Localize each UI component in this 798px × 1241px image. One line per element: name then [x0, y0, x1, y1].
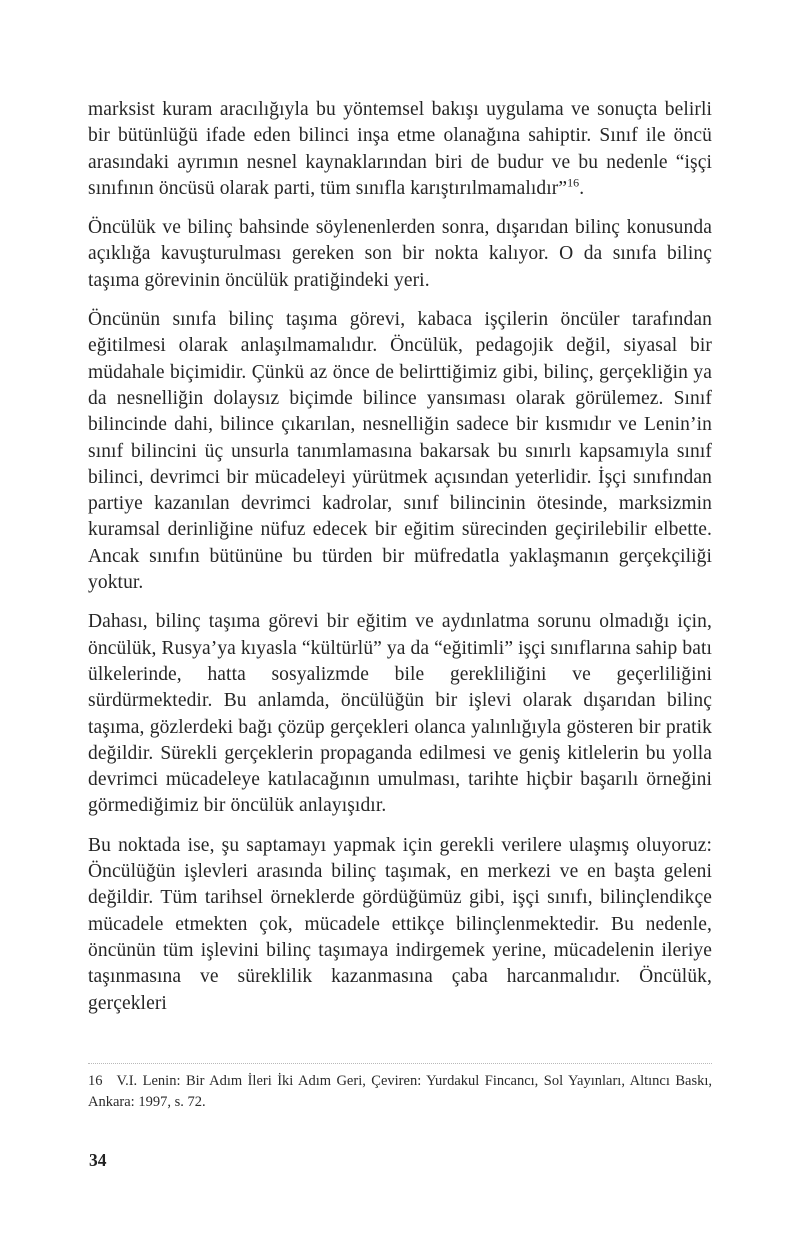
- page-number: 34: [89, 1150, 107, 1170]
- footnote-separator: [88, 1063, 712, 1064]
- paragraph-1-text: marksist kuram aracılığıyla bu yöntemsel bakışı uygulama ve sonuçta belirli bir bütünlüğü ifade eden bilinci inşa etme olanağına sahiptir. Sınıf ile öncü arasındaki ayrımın nesnel kaynaklarından biri de budur ve bu nedenle “işçi sınıfının öncüsü olarak parti, tüm sınıfla karıştırılmamalıdır”: [88, 99, 712, 199]
- body-text: [88, 97, 712, 1030]
- footnote-area: [88, 1063, 712, 1112]
- paragraph-2: Öncülük ve bilinç bahsinde söylenenlerden sonra, dışarıdan bilinç konusunda açıklığa kavuşturulması gereken son bir nokta kalıyor. O da sınıfa bilinç taşıma görevinin öncülük pratiğindeki yeri.: [88, 217, 712, 291]
- paragraph-3: Öncünün sınıfa bilinç taşıma görevi, kabaca işçilerin öncüler tarafından eğitilmesi olarak anlaşılmamalıdır. Öncülük, pedagojik değil, siyasal bir müdahale biçimidir. Çünkü az önce de belirttiğimiz gibi, bilinç, gerçekliğin ya da nesnelliğin dolaysız biçimde bilince yansıması olarak görülemez. Sınıf bilincinde dahi, bilince çıkarılan, nesnelliğin sadece bir kısmıdır ve Lenin’in sınıf bilincini üç unsurla tanımlamasına bakarsak bu sınırlı kapsamıyla sınıf bilinci, devrimci bir mücadeleyi yürütmek açısından yeterlidir. İşçi sınıfından partiye kazanılan devrimci kadrolar, sınıf bilincinin ötesinde, marksizmin kuramsal derinliğine nüfuz edecek bir eğitim sürecinden geçirilebilir elbette. Ancak sınıfın bütününe bu türden bir müfredatla yaklaşmanın gerçekçiliği yoktur.: [88, 309, 712, 594]
- paragraph-1-end: .: [579, 177, 585, 199]
- footnote-reference: 16: [567, 175, 580, 190]
- paragraph-1: [88, 97, 712, 202]
- paragraph-5: Bu noktada ise, şu saptamayı yapmak için gerekli verilere ulaşmış oluyoruz: Öncülüğün işlevleri arasında bilinç taşımak, en merkezi ve en başta geleni değildir. Tüm tarihsel örneklerde gördüğümüz gibi, işçi sınıfı, bilinçlendikçe mücadele etmekten çok, mücadele ettikçe bilinçlenmektedir. Bu nedenle, öncünün tüm işlevini bilinç taşımaya indirgemek yerine, mücadelenin ileriye taşınmasına ve süreklilik kazanmasına çaba harcanmalıdır. Öncülük, gerçekleri: [88, 834, 712, 1014]
- footnote: [88, 1071, 712, 1112]
- footnote-text: V.I. Lenin: Bir Adım İleri İki Adım Geri, Çeviren: Yurdakul Fincancı, Sol Yayınları, Altıncı Baskı, Ankara: 1997, s. 72.: [88, 1073, 712, 1110]
- paragraph-4: Dahası, bilinç taşıma görevi bir eğitim ve aydınlatma sorunu olmadığı için, öncülük, Rusya’ya kıyasla “kültürlü” ya da “eğitimli” işçi sınıflarına sahip batı ülkelerinde, hatta sosyalizmde bile gerekliliğini ve geçerliliğini sürdürmektedir. Bu anlamda, öncülüğün bir işlevi olarak dışarıdan bilinç taşıma, gözlerdeki bağı çözüp gerçekleri olanca yalınlığıyla gösteren bir pratik değildir. Sürekli gerçeklerin propaganda edilmesi ve geniş kitlelerin bu yolla devrimci mücadeleye katılacağının umulması, tarihte hiçbir başarılı örneğini görmediğimiz bir öncülük anlayışıdır.: [88, 611, 712, 817]
- footnote-marker: 16: [88, 1073, 103, 1089]
